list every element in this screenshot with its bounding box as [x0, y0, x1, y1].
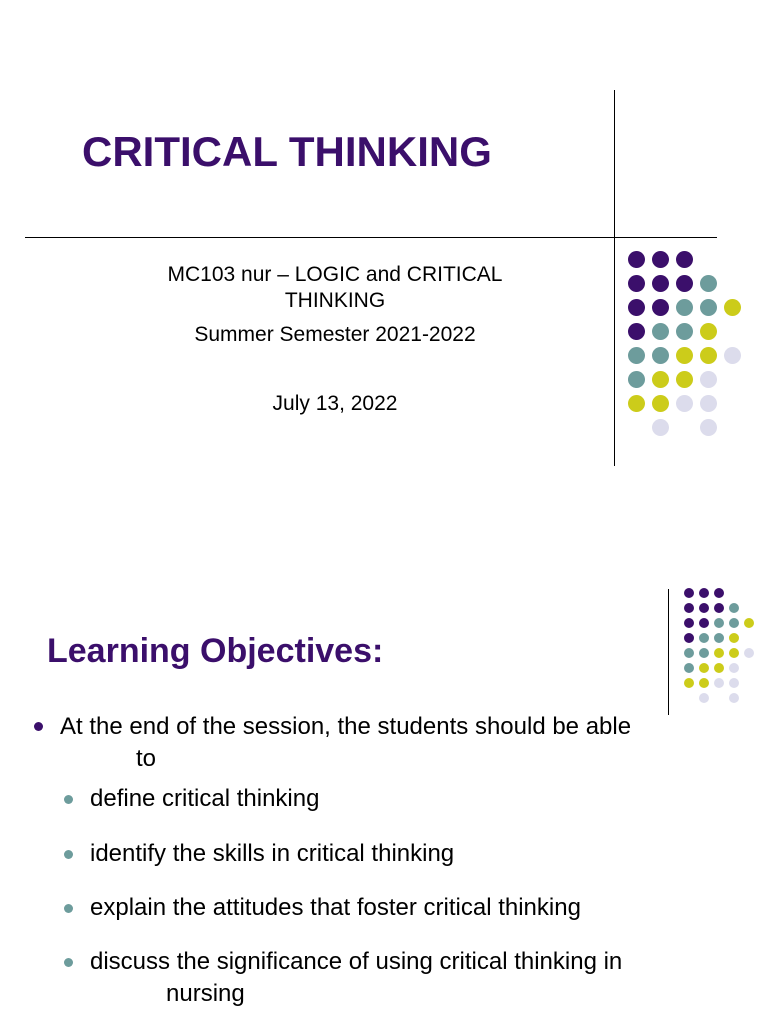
decorative-dot	[700, 299, 717, 316]
date-text: July 13, 2022	[272, 392, 398, 415]
decorative-dot	[714, 618, 724, 628]
intro-bullet	[60, 711, 740, 775]
decorative-dot	[628, 251, 645, 268]
objective-item	[90, 892, 730, 924]
decorative-dot	[700, 275, 717, 292]
decorative-dot	[744, 618, 754, 628]
decorative-dot	[729, 648, 739, 658]
decorative-dot	[676, 347, 693, 364]
course-line-2: THINKING	[284, 289, 386, 312]
decorative-dot	[684, 633, 694, 643]
decorative-dot	[699, 603, 709, 613]
decorative-dot	[699, 618, 709, 628]
decorative-dot	[652, 419, 669, 436]
decorative-dot	[714, 663, 724, 673]
decorative-dot	[714, 678, 724, 688]
decorative-dot	[729, 633, 739, 643]
decorative-dot	[676, 299, 693, 316]
decorative-dot	[684, 648, 694, 658]
decorative-dot	[628, 395, 645, 412]
decorative-dot	[699, 648, 709, 658]
decorative-dot	[684, 618, 694, 628]
bullet-dot-icon	[64, 850, 73, 859]
decorative-dot	[729, 693, 739, 703]
bullet-dot-icon	[34, 722, 43, 731]
objectives-slide	[0, 512, 768, 1024]
objective-text-cont: nursing	[166, 980, 245, 1007]
decorative-dot	[652, 275, 669, 292]
objective-item	[90, 946, 730, 1010]
objective-text: discuss the significance of using critical thinking in	[90, 948, 623, 975]
decorative-dot	[652, 395, 669, 412]
bullet-dot-icon	[64, 904, 73, 913]
bullet-dot-icon	[64, 958, 73, 967]
decorative-dot	[652, 323, 669, 340]
decorative-dot	[700, 419, 717, 436]
slide-title: CRITICAL THINKING	[82, 128, 492, 175]
decorative-dot	[729, 663, 739, 673]
decorative-dot	[676, 395, 693, 412]
decorative-dot	[714, 588, 724, 598]
decorative-dot	[699, 588, 709, 598]
objectives-heading: Learning Objectives:	[47, 632, 384, 670]
horizontal-rule	[25, 237, 717, 238]
decorative-dot	[652, 299, 669, 316]
decorative-dot	[744, 648, 754, 658]
decorative-dot	[714, 648, 724, 658]
vertical-rule	[668, 589, 669, 715]
decorative-dot	[700, 395, 717, 412]
decorative-dot	[699, 678, 709, 688]
decorative-dot	[684, 603, 694, 613]
decorative-dot	[729, 603, 739, 613]
decorative-dot	[628, 371, 645, 388]
bullet-dot-icon	[64, 795, 73, 804]
objective-text: define critical thinking	[90, 785, 320, 812]
decorative-dot	[628, 347, 645, 364]
decorative-dot	[729, 678, 739, 688]
decorative-dot	[700, 323, 717, 340]
decorative-dot	[652, 371, 669, 388]
decorative-dot	[652, 251, 669, 268]
decorative-dot	[699, 633, 709, 643]
decorative-dot	[676, 323, 693, 340]
decorative-dot	[628, 275, 645, 292]
objective-text: identify the skills in critical thinking	[90, 840, 455, 867]
decorative-dot	[699, 693, 709, 703]
objective-item	[90, 838, 730, 870]
decorative-dot	[700, 347, 717, 364]
decorative-dot	[729, 618, 739, 628]
decorative-dot	[652, 347, 669, 364]
decorative-dot	[684, 663, 694, 673]
intro-line-1: At the end of the session, the students should be able	[60, 713, 632, 740]
course-line-1: MC103 nur – LOGIC and CRITICAL	[167, 263, 503, 286]
decorative-dot	[700, 371, 717, 388]
decorative-dot	[724, 347, 741, 364]
objective-text: explain the attitudes that foster critical thinking	[90, 894, 581, 921]
decorative-dot	[724, 299, 741, 316]
intro-line-2: to	[136, 745, 157, 772]
decorative-dot	[684, 678, 694, 688]
semester-text: Summer Semester 2021-2022	[194, 323, 476, 346]
decorative-dot	[684, 588, 694, 598]
decorative-dot	[628, 323, 645, 340]
decorative-dot	[699, 663, 709, 673]
decorative-dot	[676, 251, 693, 268]
decorative-dot	[714, 603, 724, 613]
objective-item	[90, 783, 730, 815]
vertical-rule	[614, 90, 615, 466]
decorative-dot	[714, 633, 724, 643]
decorative-dot	[628, 299, 645, 316]
decorative-dot	[676, 275, 693, 292]
decorative-dot	[676, 371, 693, 388]
